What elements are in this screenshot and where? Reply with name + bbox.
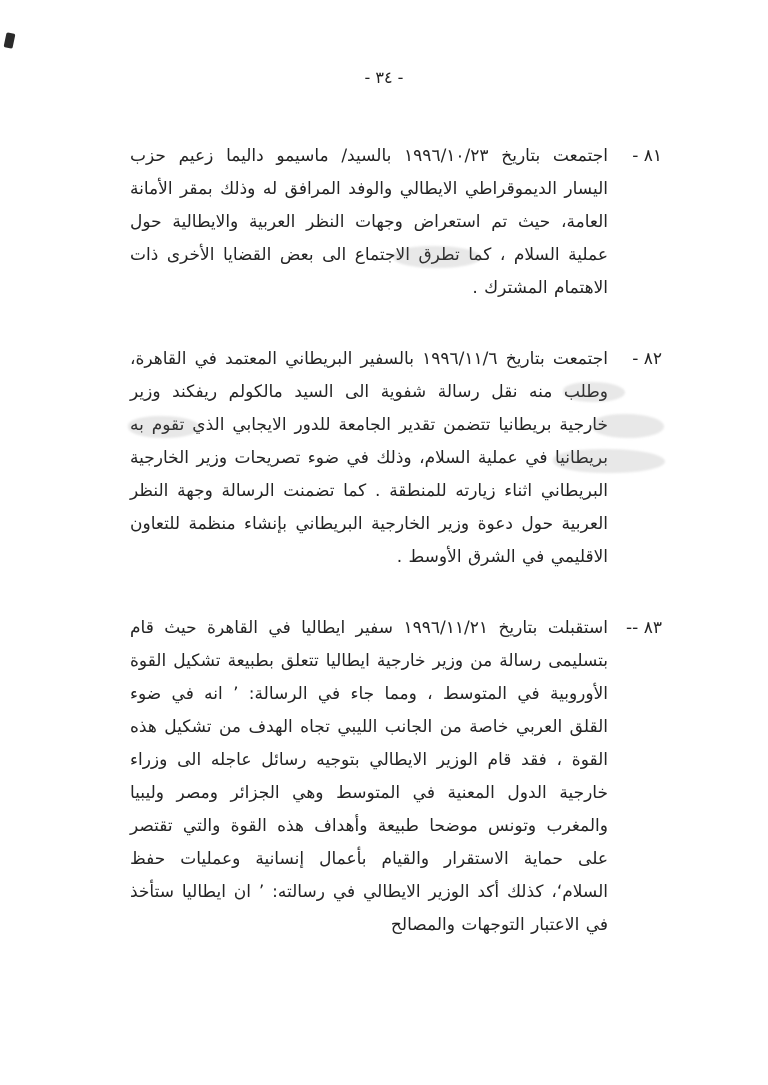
paragraph-81 [130,140,662,305]
paragraph-text: اجتمعت بتاريخ ١٩٩٦/١٠/٢٣ بالسيد/ ماسيمو داليما زعيم حزب اليسار الديموقراطي الايطالي والوفد المرافق له وذلك بمقر الأمانة العامة، حيث تم استعراض وجهات النظر العربية والايطالية حول عملية السلام ، كما تطرق الاجتماع الى بعض القضايا الأخرى ذات الاهتمام المشترك . [130,146,608,298]
document-body [130,140,662,980]
paragraph-marker: ٨٢ - [632,349,662,369]
paragraph-marker: ٨٣ -- [626,618,662,638]
paragraph-82 [130,343,662,574]
paragraph-marker: ٨١ - [632,146,662,166]
page-number: - ٣٤ - [364,68,404,87]
scan-speck [4,32,16,49]
paragraph-text: استقبلت بتاريخ ١٩٩٦/١١/٢١ سفير ايطاليا في القاهرة حيث قام بتسليمى رسالة من وزير خارجية ايطاليا تتعلق بطبيعة تشكيل القوة الأوروبية في المتوسط ، ومما جاء في الرسالة: ’ انه في ضوء القلق العربي خاصة من الجانب الليبي تجاه الهدف من تشكيل هذه القوة ، فقد قام الوزير الايطالي بتوجيه رسائل عاجله الى وزراء خارجية الدول المعنية في المتوسط وهي الجزائر ومصر وليبيا والمغرب وتونس موضحا طبيعة وأهداف هذه القوة والتي تقتصر على حماية الاستقرار والقيام بأعمال إنسانية وعمليات حفظ السلام‘، كذلك أكد الوزير الايطالي في رسالته: ’ ان ايطاليا ستأخذ في الاعتبار التوجهات والمصالح [130,618,608,935]
paragraph-text: اجتمعت بتاريخ ١٩٩٦/١١/٦ بالسفير البريطاني المعتمد في القاهرة، وطلب منه نقل رسالة شفوية الى السيد مالكولم ريفكند وزير خارجية بريطانيا تتضمن تقدير الجامعة للدور الايجابي الذي تقوم به بريطانيا في عملية السلام، وذلك في ضوء تصريحات وزير الخارجية البريطاني اثناء زيارته للمنطقة . كما تضمنت الرسالة وجهة النظر العربية حول دعوة وزير الخارجية البريطاني بإنشاء منظمة للتعاون الاقليمي في الشرق الأوسط . [130,349,608,567]
paragraph-83 [130,612,662,942]
